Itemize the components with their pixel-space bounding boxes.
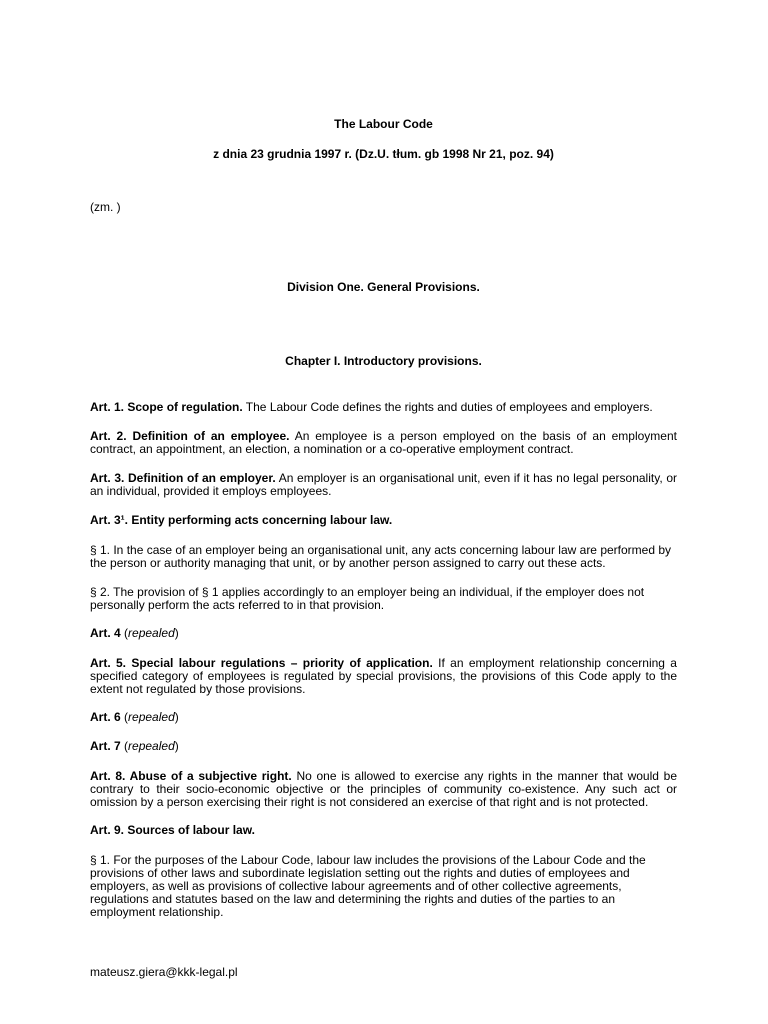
article-6-status: repealed bbox=[128, 710, 175, 724]
article-4-status: repealed bbox=[128, 626, 175, 640]
article-3-text: An employer is an organisational unit, even if it has no legal personality, or an individual, provided it employs employees. bbox=[90, 471, 677, 498]
article-5 bbox=[90, 657, 677, 696]
footer-email: mateusz.giera@kkk-legal.pl bbox=[90, 965, 238, 979]
article-3-1-heading: Art. 3¹. Entity performing acts concerning labour law. bbox=[90, 513, 393, 527]
article-8-heading: Art. 8. Abuse of a subjective right. bbox=[90, 769, 292, 783]
article-7: Art. 7 (repealed) bbox=[90, 739, 179, 753]
document-page bbox=[90, 0, 677, 1024]
document-title: The Labour Code bbox=[334, 117, 433, 131]
article-3-heading: Art. 3. Definition of an employer. bbox=[90, 471, 276, 485]
article-5-heading: Art. 5. Special labour regulations – priority of application. bbox=[90, 656, 433, 670]
article-9-heading: Art. 9. Sources of labour law. bbox=[90, 823, 255, 837]
article-4-heading: Art. 4 bbox=[90, 626, 121, 640]
division-heading: Division One. General Provisions. bbox=[287, 280, 480, 294]
article-9 bbox=[90, 824, 677, 837]
article-7-heading: Art. 7 bbox=[90, 739, 121, 753]
article-9-paragraph-1: § 1. For the purposes of the Labour Code, labour law includes the provisions of the Labour Code and the provisions of other laws and subordinate legislation setting out the rights and duties of employees and employers, as well as provisions of collective labour agreements and of other collective agreements, regulations and statutes based on the law and determining the rights and duties of the parties to an employment relationship. bbox=[90, 853, 646, 919]
document-subtitle: z dnia 23 grudnia 1997 r. (Dz.U. tłum. gb 1998 Nr 21, poz. 94) bbox=[213, 147, 554, 161]
amendments-note: (zm. ) bbox=[90, 200, 121, 214]
article-5-text: If an employment relationship concerning a specified category of employees is regulated by special provisions, the provisions of this Code apply to the extent not regulated by those provisions. bbox=[90, 656, 677, 696]
article-8 bbox=[90, 770, 677, 809]
article-1-heading: Art. 1. Scope of regulation. bbox=[90, 400, 243, 414]
article-7-status: repealed bbox=[128, 739, 175, 753]
article-6: Art. 6 (repealed) bbox=[90, 710, 179, 724]
chapter-heading: Chapter I. Introductory provisions. bbox=[285, 354, 482, 368]
article-6-heading: Art. 6 bbox=[90, 710, 121, 724]
article-3-1-paragraph-2: § 2. The provision of § 1 applies accordingly to an employer being an individual, if the employer does not personally perform the acts referred to in that provision. bbox=[90, 585, 645, 612]
article-4: Art. 4 (repealed) bbox=[90, 626, 179, 640]
article-1-text: The Labour Code defines the rights and duties of employees and employers. bbox=[242, 400, 653, 414]
article-1 bbox=[90, 401, 677, 414]
article-8-text: No one is allowed to exercise any rights in the manner that would be contrary to their socio-economic objective or the principles of community co-existence. Any such act or omission by a person exercising their right is not considered an exercise of that right and is not protected. bbox=[90, 769, 677, 809]
article-3-1-paragraph-1: § 1. In the case of an employer being an organisational unit, any acts concerning labour law are performed by the person or authority managing that unit, or by another person assigned to carry out these acts. bbox=[90, 543, 672, 570]
article-3-1 bbox=[90, 514, 677, 527]
article-3 bbox=[90, 472, 677, 498]
article-2 bbox=[90, 430, 677, 456]
article-2-text: An employee is a person employed on the basis of an employment contract, an appointment, an election, a nomination or a co-operative employment contract. bbox=[90, 429, 677, 456]
article-2-heading: Art. 2. Definition of an employee. bbox=[90, 429, 290, 443]
